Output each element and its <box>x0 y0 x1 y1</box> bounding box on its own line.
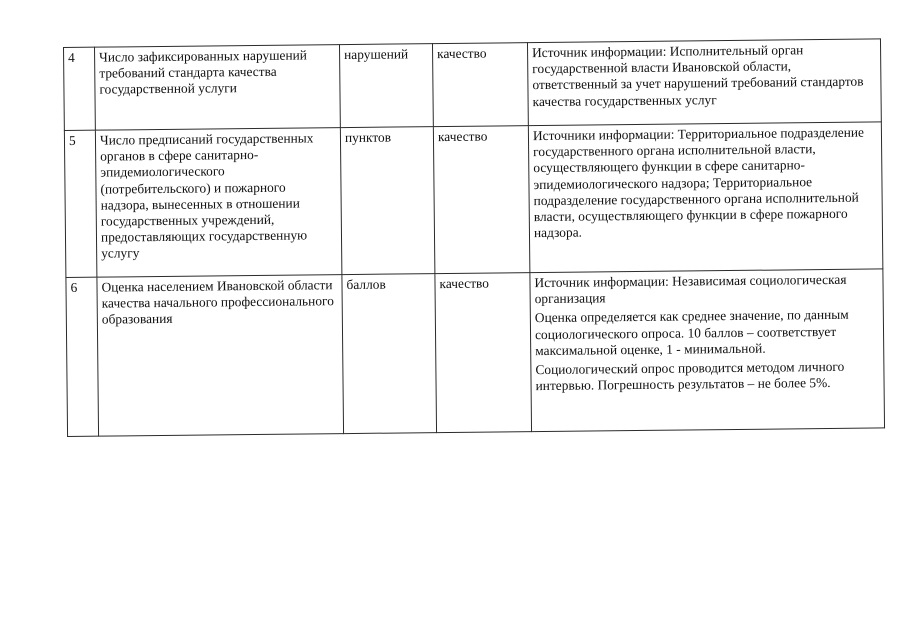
unit-of-measure: нарушений <box>339 44 433 128</box>
unit-of-measure: баллов <box>342 274 437 434</box>
source-paragraph: Оценка определяется как среднее значение, по данным социологического опроса. 10 баллов – соответствует максимальной оценке, 1 - минимальной. <box>534 307 849 358</box>
indicator-name: Число предписаний государственных органов в сфере санитарно-эпидемиологического (потребительского) и пожарного надзора, вынесенных в отношении государственных учреждений, предоставляющих государственную услугу <box>95 128 342 278</box>
row-number: 4 <box>64 47 96 130</box>
indicator-type: качество <box>433 126 530 274</box>
indicator-name: Число зафиксированных нарушений требований стандарта качества государственной услуги <box>95 45 341 131</box>
indicator-type: качество <box>435 273 532 433</box>
indicators-table <box>63 38 885 437</box>
source-paragraph: Источник информации: Исполнительный орган государственной власти Ивановской области, ответственный за учет нарушений требований стандартов качества государственных услуг <box>532 42 864 109</box>
table-row <box>64 122 882 278</box>
row-number: 5 <box>64 130 97 277</box>
table-row <box>64 39 882 131</box>
source-paragraph: Источник информации: Независимая социологическая организация <box>534 271 847 307</box>
table-row <box>66 269 885 437</box>
unit-of-measure: пунктов <box>340 127 435 275</box>
information-source <box>530 269 885 432</box>
information-source <box>527 39 881 126</box>
indicator-type: качество <box>432 43 528 127</box>
information-source <box>528 122 883 273</box>
source-paragraph: Источники информации: Территориальное подразделение государственного органа исполнительной власти, осуществляющего функции в сфере санитарно-эпидемиологического надзора; Территориальное подразделение государственного органа исполнительной власти, осуществляющего функции в сфере пожарного надзора. <box>532 124 865 241</box>
row-number: 6 <box>66 277 99 436</box>
indicator-name: Оценка населением Ивановской области качества начального профессионального образования <box>97 275 344 437</box>
source-paragraph: Социологический опрос проводится методом личного интервью. Погрешность результатов – не более 5%. <box>535 358 845 394</box>
